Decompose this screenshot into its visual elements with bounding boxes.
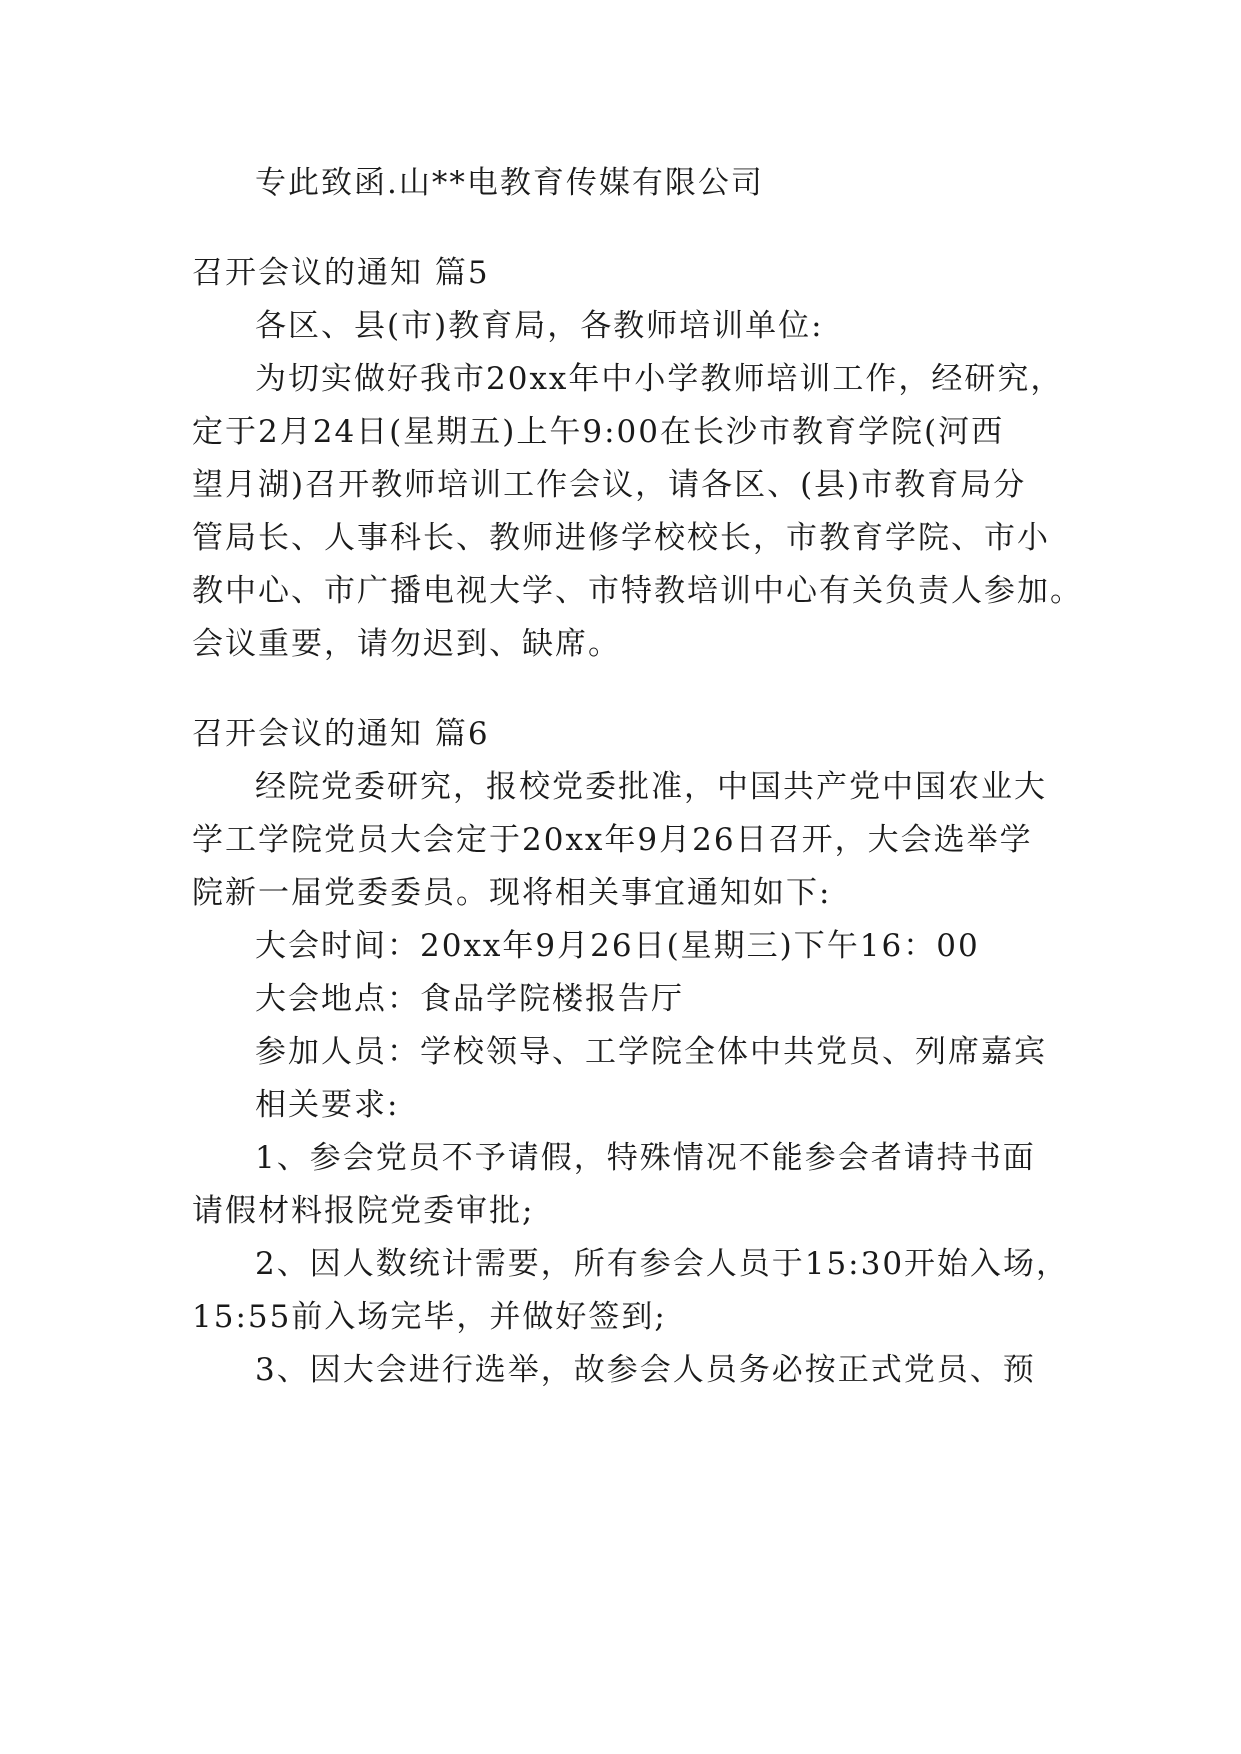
- requirement-item: 1、参会党员不予请假，特殊情况不能参会者请持书面: [255, 1140, 1036, 1176]
- paragraph-line: 为切实做好我市20xx年中小学教师培训工作，经研究，: [255, 361, 1064, 397]
- paragraph-line: 经院党委研究，报校党委批准，中国共产党中国农业大: [255, 769, 1047, 805]
- section-heading-5: 召开会议的通知 篇5: [192, 255, 490, 291]
- requirement-item: 15:55前入场完毕，并做好签到;: [192, 1299, 667, 1335]
- paragraph-line: 定于2月24日(星期五)上午9:00在长沙市教育学院(河西: [192, 414, 1005, 450]
- meeting-attendees: 参加人员：学校领导、工学院全体中共党员、列席嘉宾: [255, 1034, 1047, 1070]
- requirements-heading: 相关要求:: [255, 1087, 400, 1123]
- salutation: 各区、县(市)教育局，各教师培训单位:: [255, 308, 824, 344]
- paragraph-line: 院新一届党委委员。现将相关事宜通知如下:: [192, 875, 832, 911]
- requirement-item: 2、因人数统计需要，所有参会人员于15:30开始入场，: [255, 1246, 1070, 1282]
- requirement-item: 3、因大会进行选举，故参会人员务必按正式党员、预: [255, 1352, 1036, 1388]
- paragraph-line: 学工学院党员大会定于20xx年9月26日召开，大会选举学: [192, 822, 1033, 858]
- meeting-time: 大会时间：20xx年9月26日(星期三)下午16：00: [255, 928, 980, 964]
- closing-line: 专此致函.山**电教育传媒有限公司: [255, 165, 764, 201]
- paragraph-line: 会议重要，请勿迟到、缺席。: [192, 626, 621, 662]
- paragraph-line: 教中心、市广播电视大学、市特教培训中心有关负责人参加。: [192, 573, 1083, 609]
- requirement-item: 请假材料报院党委审批;: [192, 1193, 535, 1229]
- paragraph-line: 管局长、人事科长、教师进修学校校长，市教育学院、市小: [192, 520, 1050, 556]
- paragraph-line: 望月湖)召开教师培训工作会议，请各区、(县)市教育局分: [192, 467, 1027, 503]
- meeting-location: 大会地点：食品学院楼报告厅: [255, 981, 684, 1017]
- section-heading-6: 召开会议的通知 篇6: [192, 716, 490, 752]
